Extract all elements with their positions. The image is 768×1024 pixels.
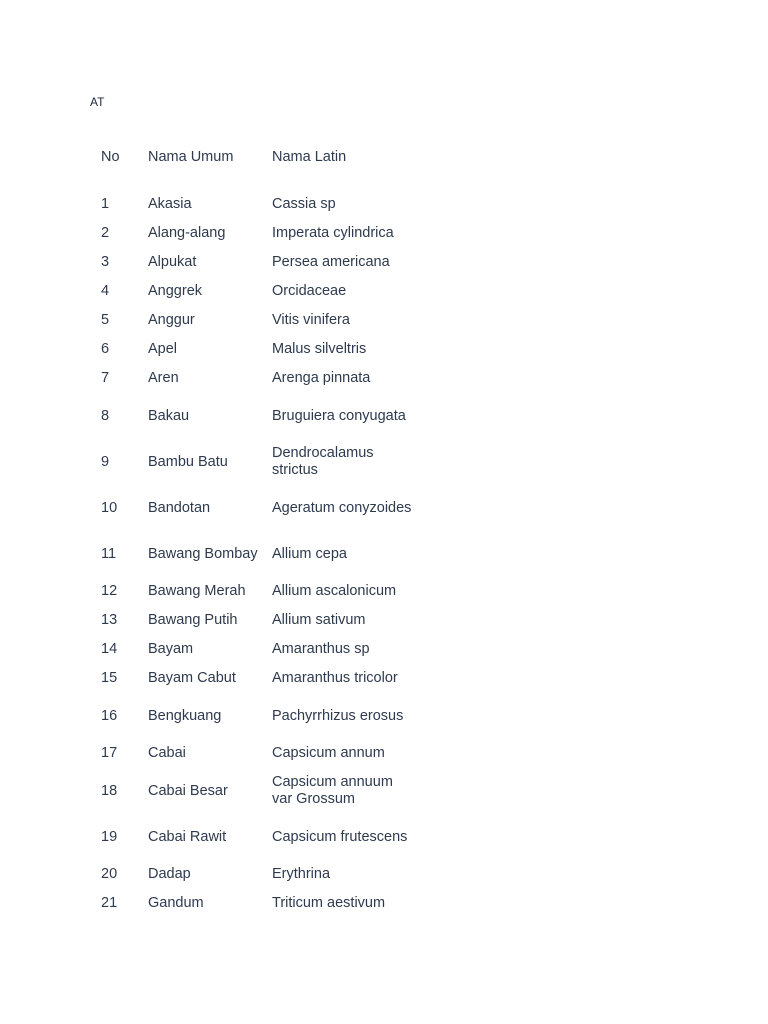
cell-common-name: Bandotan: [148, 499, 211, 516]
cell-latin-name: Allium sativum: [272, 612, 366, 628]
table-row: [90, 248, 412, 277]
cell-no: 21: [101, 895, 118, 911]
cell-latin-name: Pachyrrhizus erosus: [272, 707, 404, 724]
cell-no: 12: [101, 583, 118, 599]
cell-latin-name: Erythrina: [272, 866, 331, 882]
cell-latin-name: Dendrocalamus strictus: [272, 445, 374, 478]
cell-common-name: Bawang Bombay: [148, 545, 258, 562]
cell-no: 2: [101, 225, 110, 241]
table-spacer-row: [90, 174, 412, 190]
table-row: [90, 577, 412, 606]
document-header-label: AT: [90, 95, 105, 109]
cell-latin-name: Allium ascalonicum: [272, 583, 397, 599]
cell-common-name: Cabai Besar: [148, 782, 228, 799]
cell-no: 18: [101, 782, 118, 799]
table-row: [90, 219, 412, 248]
cell-no: 8: [101, 407, 110, 424]
cell-no: 3: [101, 254, 110, 270]
cell-latin-name: Orcidaceae: [272, 283, 347, 299]
cell-latin-name: Capsicum annuum var Grossum: [272, 774, 393, 807]
cell-common-name: Bawang Putih: [148, 612, 238, 628]
cell-latin-name: Malus silveltris: [272, 341, 367, 357]
cell-no: 4: [101, 283, 110, 299]
table-row: [90, 393, 412, 439]
table-row: [90, 860, 412, 889]
cell-no: 13: [101, 612, 118, 628]
cell-common-name: Alpukat: [148, 254, 197, 270]
table-row: [90, 364, 412, 393]
table-row: [90, 889, 412, 918]
cell-no: 20: [101, 866, 118, 882]
cell-latin-name: Allium cepa: [272, 545, 347, 562]
cell-common-name: Bayam Cabut: [148, 670, 236, 686]
cell-no: 7: [101, 370, 110, 386]
cell-common-name: Cabai Rawit: [148, 828, 227, 845]
cell-latin-name: Ageratum conyzoides: [272, 499, 412, 516]
cell-common-name: Akasia: [148, 196, 192, 212]
cell-latin-name: Amaranthus sp: [272, 641, 370, 657]
table-row: [90, 664, 412, 693]
cell-common-name: Bakau: [148, 407, 190, 424]
cell-common-name: Alang-alang: [148, 225, 226, 241]
table-header-row: [90, 140, 412, 174]
cell-no: 5: [101, 312, 110, 328]
column-header-latin-name: Nama Latin: [272, 148, 347, 165]
cell-latin-name: Capsicum annum: [272, 745, 385, 761]
column-header-common-name: Nama Umum: [148, 148, 234, 165]
cell-latin-name: Capsicum frutescens: [272, 828, 408, 845]
cell-no: 10: [101, 499, 118, 516]
cell-common-name: Anggur: [148, 312, 195, 328]
table-row: [90, 190, 412, 219]
table-row: [90, 531, 412, 577]
table-row: [90, 439, 412, 485]
table-row: [90, 485, 412, 531]
table-body: [90, 174, 412, 918]
cell-no: 14: [101, 641, 118, 657]
table-row: [90, 693, 412, 739]
table-row: [90, 739, 412, 768]
cell-latin-name: Imperata cylindrica: [272, 225, 394, 241]
cell-latin-name: Bruguiera conyugata: [272, 407, 406, 424]
cell-no: 19: [101, 828, 118, 845]
cell-no: 16: [101, 707, 118, 724]
cell-common-name: Bawang Merah: [148, 583, 246, 599]
cell-no: 1: [101, 196, 110, 212]
cell-latin-name: Cassia sp: [272, 196, 336, 212]
cell-latin-name: Triticum aestivum: [272, 895, 386, 911]
cell-common-name: Bengkuang: [148, 707, 222, 724]
cell-latin-name: Persea americana: [272, 254, 390, 270]
cell-no: 11: [101, 545, 117, 562]
cell-common-name: Dadap: [148, 866, 191, 882]
cell-common-name: Anggrek: [148, 283, 203, 299]
cell-latin-name: Vitis vinifera: [272, 312, 350, 328]
plant-names-table: [90, 140, 412, 918]
cell-no: 15: [101, 670, 118, 686]
cell-latin-name: Arenga pinnata: [272, 370, 371, 386]
cell-common-name: Bambu Batu: [148, 453, 228, 470]
table-row: [90, 768, 412, 814]
cell-latin-name: Amaranthus tricolor: [272, 670, 398, 686]
table-row: [90, 635, 412, 664]
table-row: [90, 335, 412, 364]
cell-common-name: Gandum: [148, 895, 204, 911]
cell-common-name: Apel: [148, 341, 178, 357]
table-row: [90, 306, 412, 335]
cell-no: 17: [101, 745, 118, 761]
cell-no: 9: [101, 453, 110, 470]
table-row: [90, 277, 412, 306]
cell-common-name: Bayam: [148, 641, 194, 657]
table-row: [90, 606, 412, 635]
cell-common-name: Aren: [148, 370, 179, 386]
column-header-no: No: [101, 148, 120, 165]
cell-common-name: Cabai: [148, 745, 186, 761]
cell-no: 6: [101, 341, 110, 357]
table-row: [90, 814, 412, 860]
